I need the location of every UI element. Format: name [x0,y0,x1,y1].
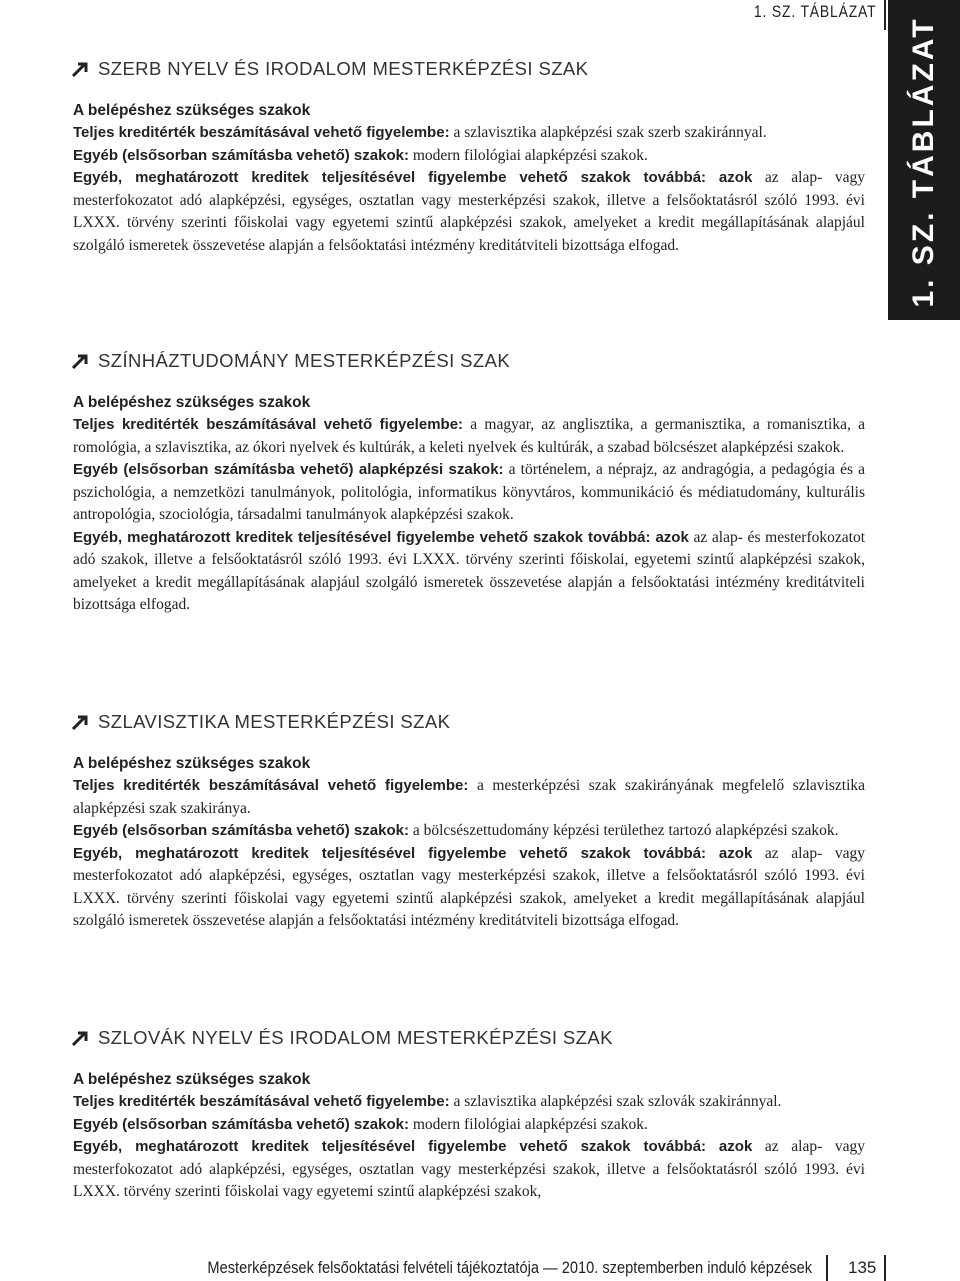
section-subtitle: A belépéshez szükséges szakok [73,102,311,119]
section-title [72,58,865,80]
text: a szlavisztika alapképzési szak szlovák szakiránnyal. [449,1093,782,1110]
text: az alap- vagy mesterfokozatot adó alapképzési, egységes, osztatlan vagy mesterképzési szakok, illetve a felsőoktatásról szóló 1993. évi LXXX. törvény szerinti főiskolai vagy egyetemi szintű alapképzési szakok, amelyeket a kredit megállapításának alapjául szolgáló ismeretek összevetése alapján a felsőoktatási intézmény kreditátviteli bizottsága elfogad. [73,844,865,929]
label-bold: Egyéb (elsősorban számításba vehető) alapképzési szakok: [73,461,504,478]
paragraph-conditional [73,167,865,257]
paragraph-conditional [73,843,865,933]
paragraph-other [73,820,865,843]
arrow-icon [72,1030,90,1046]
footer-publication: Mesterképzések felsőoktatási felvételi tájékoztatója — 2010. szeptemberben induló képzések [207,1258,812,1277]
footer-divider [826,1255,828,1281]
section-title-text: SZLAVISZTIKA MESTERKÉPZÉSI SZAK [98,711,451,732]
section-title [72,711,865,733]
text: az alap- és mesterfokozatot adó szakok, illetve a felsőoktatásról szóló 1993. évi LXXX. törvény szerinti főiskolai, egyetemi szintű alapképzési szakok, amelyeket a kredit megállapításának alapjául szolgáló ismeretek összevetése alapján a felsőoktatási intézmény kreditátviteli bizottsága elfogad. [73,528,865,613]
text: a mesterképzési szak szakirányának megfelelő szlavisztika alapképzési szak szakiránya. [73,777,866,817]
label-bold: Teljes kreditérték beszámításával vehető figyelembe: [73,416,464,433]
text: a bölcsészettudomány képzési területhez tartozó alapképzési szakok. [408,822,839,839]
label-bold: Egyéb, meghatározott kreditek teljesítésével figyelembe vehető szakok továbbá: azok [73,1138,753,1155]
paragraph-full-credit [73,414,865,459]
section-szlovak [73,1027,865,1204]
section-szerb [73,58,865,257]
table-label: 1. SZ. TÁBLÁZAT [753,2,876,21]
section-title-text: SZLOVÁK NYELV ÉS IRODALOM MESTERKÉPZÉSI SZAK [98,1027,613,1048]
paragraph-conditional [73,1136,865,1204]
section-title-text: SZERB NYELV ÉS IRODALOM MESTERKÉPZÉSI SZAK [98,58,589,79]
arrow-icon [72,61,90,77]
page-number: 135 [848,1258,877,1277]
label-bold: Egyéb (elsősorban számításba vehető) szakok: [73,1115,409,1133]
text: az alap- vagy mesterfokozatot adó alapképzési, egységes, osztatlan vagy mesterképzési szakok, illetve a felsőoktatásról szóló 1993. évi LXXX. törvény szerinti főiskolai vagy egyetemi szintű alapképzési szakok, [73,1138,865,1200]
label-bold: Egyéb, meghatározott kreditek teljesítésével figyelembe vehető szakok továbbá: azok [73,169,753,186]
paragraph-conditional [73,527,865,617]
text: modern filológiai alapképzési szakok. [408,146,648,164]
text: modern filológiai alapképzési szakok. [408,1115,648,1133]
section-subtitle: A belépéshez szükséges szakok [73,1071,311,1088]
side-tab-label: 1. SZ. TÁBLÁZAT [907,16,940,308]
label-bold: Egyéb (elsősorban számításba vehető) szakok: [73,146,409,164]
arrow-icon [72,714,90,730]
label-bold: Teljes kreditérték beszámításával vehető figyelembe: [73,1093,450,1110]
paragraph-full-credit [73,775,865,820]
paragraph-other [73,459,865,527]
text: a történelem, a néprajz, az andragógia, a pedagógia és a pszichológia, a nemzetközi tanulmányok, politológia, informatikus könyvtáros, kommunikáció és médiatudomány, kulturális antropológia, szociológia, társadalmi tanulmányok alapképzési szakok. [73,461,865,523]
paragraph-other [73,145,865,168]
label-bold: Egyéb (elsősorban számításba vehető) szakok: [73,822,409,839]
arrow-icon [72,353,90,369]
section-subtitle: A belépéshez szükséges szakok [73,755,311,772]
footer-divider-right [884,1255,886,1281]
text: a szlavisztika alapképzési szak szerb szakiránnyal. [449,124,767,141]
section-title [72,1027,865,1049]
section-title [72,350,865,372]
label-bold: Egyéb, meghatározott kreditek teljesítésével figyelembe vehető szakok továbbá: azok [73,844,753,862]
page-footer [0,1255,960,1281]
section-subtitle: A belépéshez szükséges szakok [73,394,311,411]
section-title-text: SZÍNHÁZTUDOMÁNY MESTERKÉPZÉSI SZAK [98,350,511,371]
section-szinhaztudomany [73,350,865,617]
paragraph-other [73,1114,865,1137]
paragraph-full-credit [73,122,865,145]
paragraph-full-credit [73,1091,865,1114]
header-divider [884,0,886,30]
label-bold: Egyéb, meghatározott kreditek teljesítésével figyelembe vehető szakok továbbá: azok [73,528,689,546]
text: az alap- vagy mesterfokozatot adó alapképzési, egységes, osztatlan vagy mesterképzési szakok, illetve a felsőoktatásról szóló 1993. évi LXXX. törvény szerinti főiskolai vagy egyetemi szintű alapképzési szakok, amelyeket a kredit megállapításának alapjául szolgáló ismeretek összevetése alapján a felsőoktatási intézmény kreditátviteli bizottsága elfogad. [73,169,865,254]
text: a magyar, az anglisztika, a germanisztika, a romanisztika, a romológia, a szlavisztika, az ókori nyelvek és kultúrák, a keleti nyelvek és kultúrák, a szabad bölcsészet alapképzési szakok. [73,416,865,456]
label-bold: Teljes kreditérték beszámításával vehető figyelembe: [73,124,450,141]
section-szlavisztika [73,711,865,933]
label-bold: Teljes kreditérték beszámításával vehető figyelembe: [73,777,469,794]
